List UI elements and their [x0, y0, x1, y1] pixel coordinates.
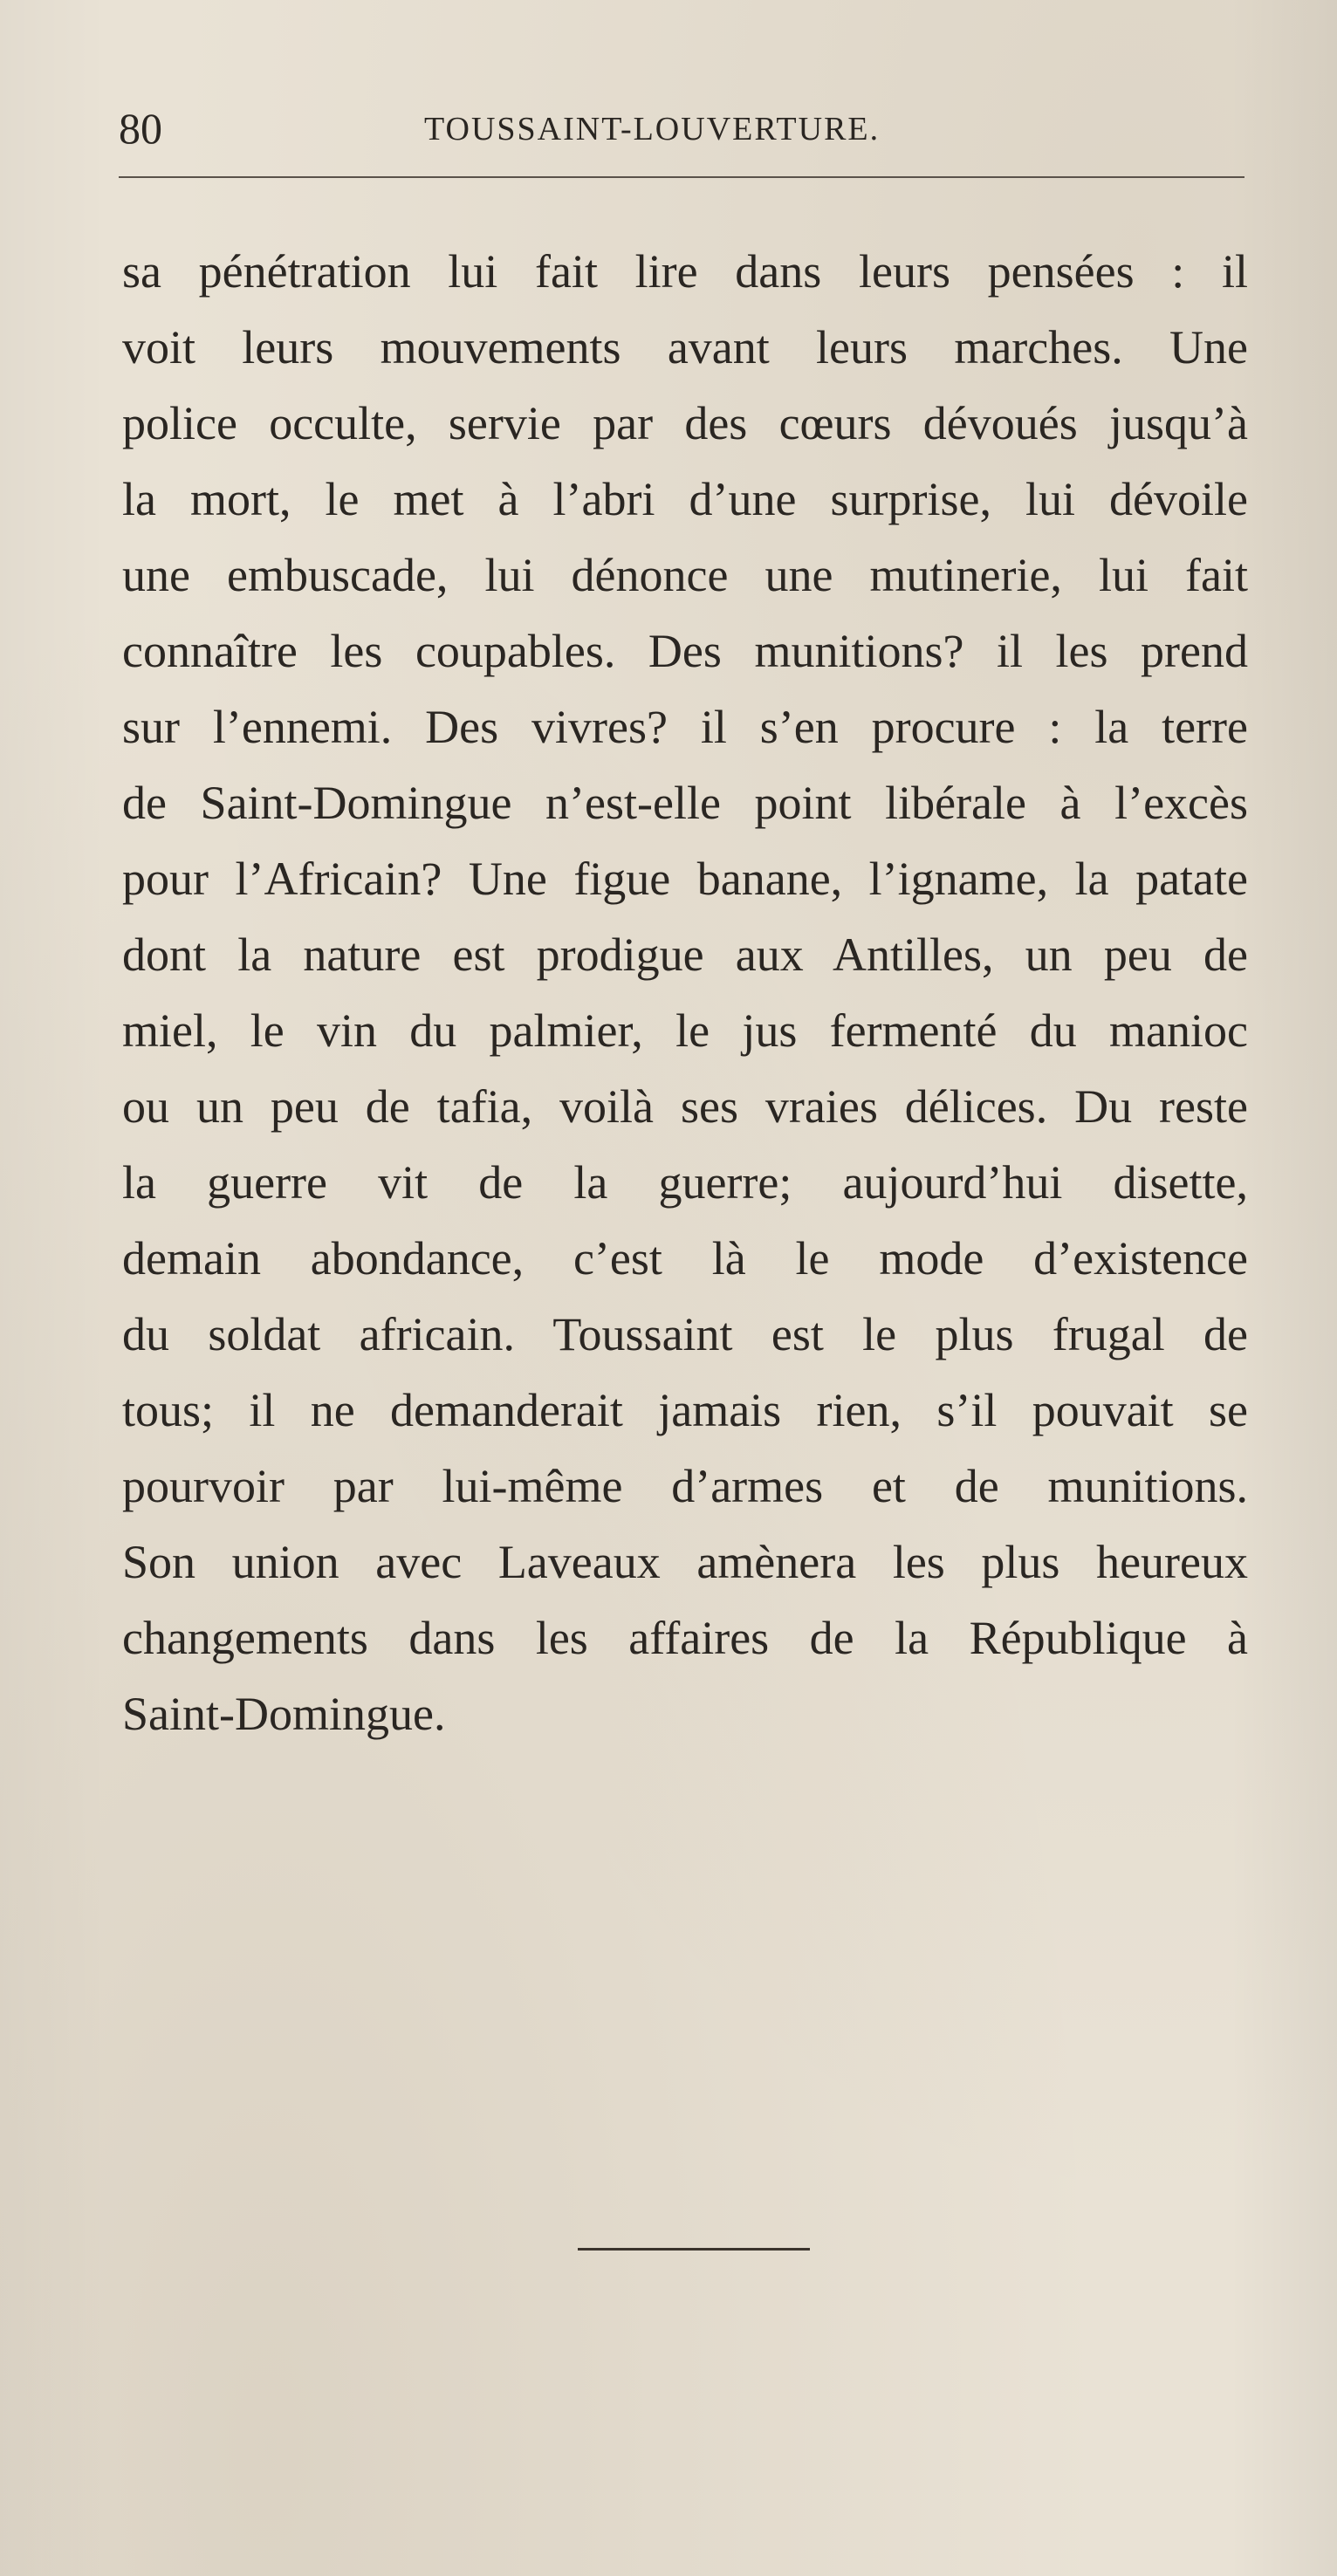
text-line: tous; il ne demanderait jamais rien, s’il pouvait se [122, 1384, 1248, 1436]
text-line: police occulte, servie par des cœurs dévoués jusqu’à [122, 397, 1248, 449]
text-line: pourvoir par lui-même d’armes et de munitions. [122, 1460, 1248, 1512]
text-line-last: Saint-Domingue. [122, 1688, 446, 1740]
text-line: demain abondance, c’est là le mode d’existence [122, 1232, 1248, 1285]
text-line: sur l’ennemi. Des vivres? il s’en procure : la terre [122, 701, 1248, 753]
text-line: changements dans les affaires de la République à [122, 1612, 1248, 1664]
text-line: de Saint-Domingue n’est-elle point libérale à l’excès [122, 777, 1248, 829]
text-line: la mort, le met à l’abri d’une surprise, lui dévoile [122, 473, 1248, 525]
header-rule [119, 176, 1244, 178]
text-line: voit leurs mouvements avant leurs marches. Une [122, 321, 1248, 373]
page-number: 80 [119, 104, 162, 153]
body-text [122, 234, 1248, 1752]
text-line: la guerre vit de la guerre; aujourd’hui disette, [122, 1156, 1248, 1209]
text-line: pour l’Africain? Une figue banane, l’igname, la patate [122, 853, 1248, 905]
running-title: TOUSSAINT-LOUVERTURE. [424, 111, 881, 147]
text-line: du soldat africain. Toussaint est le plus frugal de [122, 1308, 1248, 1360]
text-line: ou un peu de tafia, voilà ses vraies délices. Du reste [122, 1080, 1248, 1133]
end-rule [578, 2248, 810, 2251]
text-line: connaître les coupables. Des munitions? il les prend [122, 625, 1248, 677]
text-line: une embuscade, lui dénonce une mutinerie, lui fait [122, 549, 1248, 601]
text-line: sa pénétration lui fait lire dans leurs pensées : il [122, 245, 1248, 298]
text-line: Son union avec Laveaux amènera les plus heureux [122, 1536, 1248, 1588]
page-header [119, 98, 1244, 159]
text-line: dont la nature est prodigue aux Antilles, un peu de [122, 928, 1248, 981]
text-line: miel, le vin du palmier, le jus fermenté du manioc [122, 1004, 1248, 1057]
